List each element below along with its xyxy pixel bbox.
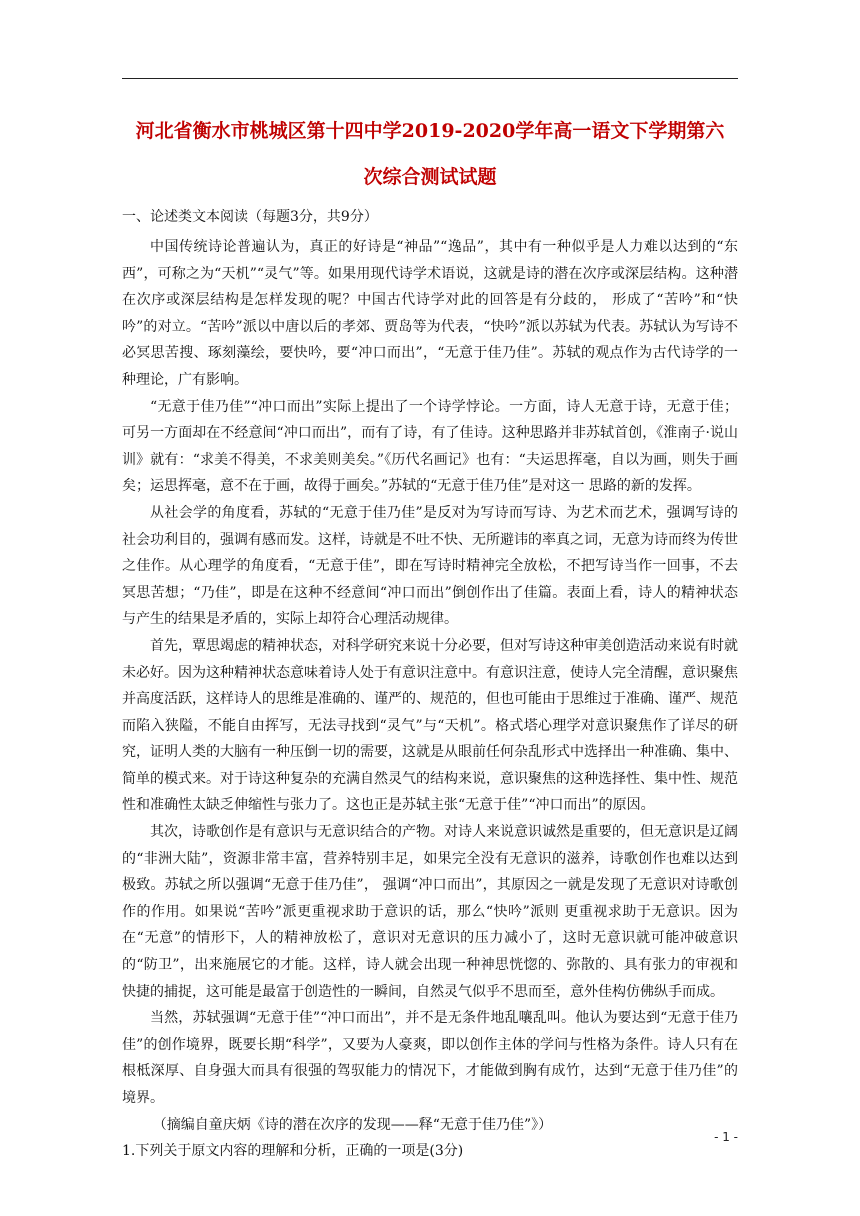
paragraph: 中国传统诗论普遍认为，真正的好诗是“神品”“逸品”，其中有一种似乎是人力难以达到的“东西”，可称之为“天机”“灵气”等。如果用现代诗学术语说，这就是诗的潜在次序或深层结构。这种潜在次序或深层结构是怎样发现的呢？中国古代诗学对此的回答是有分歧的， 形成了“苦吟”和“快吟”的对立。“苦吟”派以中唐以后的孝郊、贾岛等为代表，“快吟”派以苏轼为代表。苏轼认为写诗不必冥思苦搜、琢刻藻绘，要快吟，要“冲口而出”，“无意于佳乃佳”。苏轼的观点作为古代诗学的一种理论，广有影响。 bbox=[122, 239, 738, 388]
section-heading: 一、论述类文本阅读（每题3分，共9分） bbox=[122, 209, 378, 225]
title-line-1: 河北省衡水市桃城区第十四中学2019-2020学年高一语文下学期第六 bbox=[135, 120, 725, 142]
article-body bbox=[122, 234, 738, 1165]
top-divider bbox=[122, 78, 738, 79]
question-1: 1.下列关于原文内容的理解和分析，正确的一项是(3分) bbox=[122, 1143, 464, 1160]
paragraph: 从社会学的角度看，苏轼的“无意于佳乃佳”是反对为写诗而写诗、为艺术而艺术，强调写诗的社会功利目的，强调有感而发。这样，诗就是不吐不快、无所避讳的率真之词，无意为诗而终为传世之佳作。从心理学的角度看，“无意于佳”，即在写诗时精神完全放松，不把写诗当作一回事，不去冥思苦想；“乃佳”，即是在这种不经意间“冲口而出”倒创作出了佳篇。表面上看，诗人的精神状态与产生的结果是矛盾的，实际上却符合心理活动规律。 bbox=[122, 504, 738, 628]
paragraph: 首先，覃思竭虑的精神状态，对科学研究来说十分必要，但对写诗这种审美创造活动来说有时就未必好。因为这种精神状态意味着诗人处于有意识注意中。有意识注意，使诗人完全清醒，意识聚焦并高度活跃，这样诗人的思维是准确的、谨严的、规范的，但也可能由于思维过于准确、谨严、规范而陷入狭隘，不能自由挥写，无法寻找到“灵气”与“天机”。格式塔心理学对意识聚焦作了详尽的研究，证明人类的大脑有一种压倒一切的需要，这就是从眼前任何杂乱形式中选择出一种准确、集中、简单的模式来。对于诗这种复杂的充满自然灵气的结构来说，意识聚焦的这种选择性、集中性、规范性和准确性太缺乏伸缩性与张力了。这也正是苏轼主张“无意于佳”“冲口而出”的原因。 bbox=[122, 637, 738, 814]
paragraph: “无意于佳乃佳”“冲口而出”实际上提出了一个诗学悖论。一方面，诗人无意于诗，无意于佳；可另一方面却在不经意间“冲口而出”，而有了诗，有了佳诗。这种思路并非苏轼首创，《淮南子·说山训》就有：“求美不得美，不求美则美矣。”《历代名画记》也有：“夫运思挥毫，自以为画，则失于画矣；运思挥毫，意不在于画，故得于画矣。”苏轼的“无意于佳乃佳”是对这一 思路的新的发挥。 bbox=[122, 398, 738, 495]
title-line-2: 次综合测试试题 bbox=[363, 166, 497, 188]
paragraph: 当然，苏轼强调“无意于佳”“冲口而出”，并不是无条件地乱嚷乱叫。他认为要达到“无意于佳乃佳”的创作境界，既要长期“科学”，又要为人豪爽，即以创作主体的学问与性格为条件。诗人只有在根柢深厚、自身强大而具有很强的驾驭能力的情况下，才能做到胸有成竹，达到“无意于佳乃佳”的境界。 bbox=[122, 1010, 738, 1106]
paragraph: 其次，诗歌创作是有意识与无意识结合的产物。对诗人来说意识诚然是重要的，但无意识是辽阔的“非洲大陆”，资源非常丰富，营养特别丰足，如果完全没有无意识的滋养，诗歌创作也难以达到极致。苏轼之所以强调“无意于佳乃佳”， 强调“冲口而出”，其原因之一就是发现了无意识对诗歌创作的作用。如果说“苦吟”派更重视求助于意识的话，那么“快吟”派则 更重视求助于无意识。因为在“无意”的情形下，人的精神放松了，意识对无意识的压力减小了，这时无意识就可能冲破意识的“防卫”，出来施展它的才能。这样，诗人就会出现一种神思恍惚的、弥散的、具有张力的审视和快捷的捕捉，这可能是最富于创造性的一瞬间，自然灵气似乎不思而至，意外佳构仿佛纵手而成。 bbox=[122, 824, 738, 1000]
source-citation: （摘编自童庆炳《诗的潜在次序的发现——释“无意于佳乃佳”》） bbox=[152, 1116, 553, 1133]
document-title bbox=[100, 108, 760, 200]
page-number: - 1 - bbox=[714, 1130, 738, 1144]
